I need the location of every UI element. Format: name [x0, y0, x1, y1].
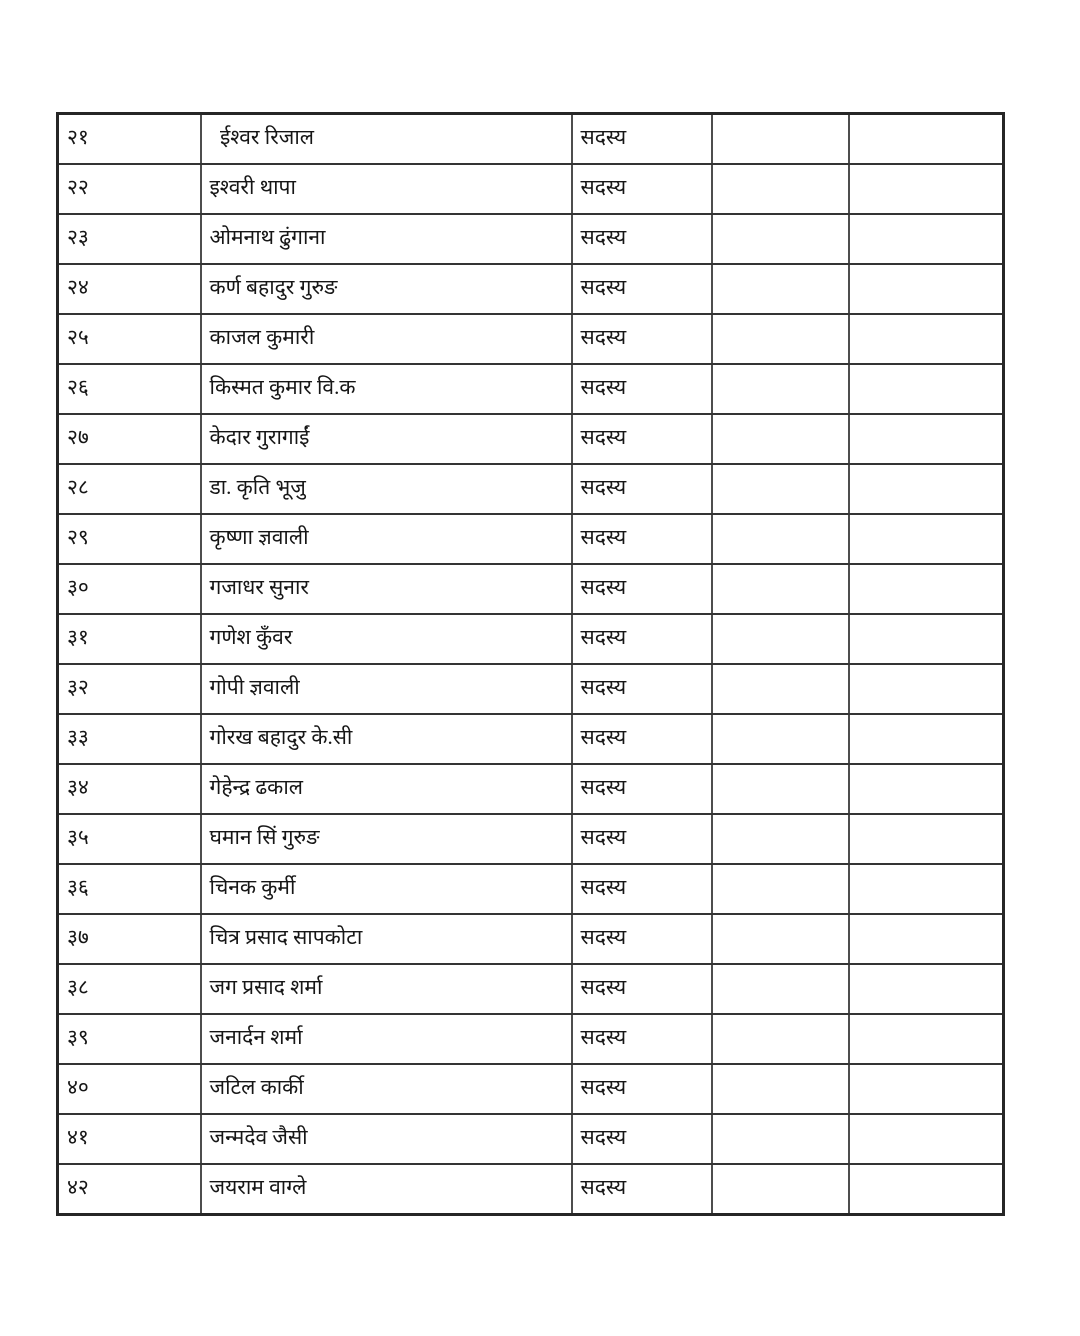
blank-cell-2 — [849, 314, 1004, 364]
role-cell: सदस्य — [572, 314, 712, 364]
blank-cell-1 — [712, 164, 849, 214]
table-row — [58, 1114, 1004, 1164]
blank-cell-1 — [712, 1014, 849, 1064]
blank-cell-1 — [712, 814, 849, 864]
blank-cell-1 — [712, 464, 849, 514]
member-name-cell: काजल कुमारी — [201, 314, 572, 364]
member-name-cell: ओमनाथ ढुंगाना — [201, 214, 572, 264]
blank-cell-2 — [849, 514, 1004, 564]
member-name-cell: कर्ण बहादुर गुरुङ — [201, 264, 572, 314]
serial-number-cell: ४० — [58, 1064, 201, 1114]
role-cell: सदस्य — [572, 1164, 712, 1215]
member-table-body — [58, 114, 1004, 1215]
table-row — [58, 564, 1004, 614]
table-row — [58, 664, 1004, 714]
blank-cell-1 — [712, 664, 849, 714]
serial-number-cell: ४२ — [58, 1164, 201, 1215]
member-name-cell: गेहेन्द्र ढकाल — [201, 764, 572, 814]
member-name-cell: घमान सिं गुरुङ — [201, 814, 572, 864]
serial-number-cell: ३० — [58, 564, 201, 614]
member-name-cell: चिनक कुर्मी — [201, 864, 572, 914]
role-cell: सदस्य — [572, 614, 712, 664]
blank-cell-1 — [712, 264, 849, 314]
member-name-cell: जनार्दन शर्मा — [201, 1014, 572, 1064]
blank-cell-1 — [712, 1064, 849, 1114]
table-row — [58, 614, 1004, 664]
blank-cell-1 — [712, 364, 849, 414]
table-row — [58, 414, 1004, 464]
table-row — [58, 1014, 1004, 1064]
blank-cell-1 — [712, 564, 849, 614]
table-row — [58, 264, 1004, 314]
role-cell: सदस्य — [572, 1114, 712, 1164]
blank-cell-1 — [712, 914, 849, 964]
role-cell: सदस्य — [572, 1064, 712, 1114]
blank-cell-1 — [712, 214, 849, 264]
member-list-table — [56, 112, 1005, 1216]
serial-number-cell: ३७ — [58, 914, 201, 964]
serial-number-cell: ३१ — [58, 614, 201, 664]
member-name-cell: जटिल कार्की — [201, 1064, 572, 1114]
member-name-cell: गजाधर सुनार — [201, 564, 572, 614]
role-cell: सदस्य — [572, 164, 712, 214]
table-row — [58, 314, 1004, 364]
role-cell: सदस्य — [572, 464, 712, 514]
table-row — [58, 214, 1004, 264]
member-name-cell: गोपी ज्ञवाली — [201, 664, 572, 714]
blank-cell-1 — [712, 1114, 849, 1164]
role-cell: सदस्य — [572, 364, 712, 414]
blank-cell-1 — [712, 714, 849, 764]
member-name-cell: कृष्णा ज्ञवाली — [201, 514, 572, 564]
blank-cell-2 — [849, 964, 1004, 1014]
serial-number-cell: २८ — [58, 464, 201, 514]
blank-cell-2 — [849, 764, 1004, 814]
member-name-cell: इश्वरी थापा — [201, 164, 572, 214]
role-cell: सदस्य — [572, 214, 712, 264]
member-name-cell: डा. कृति भूजु — [201, 464, 572, 514]
blank-cell-2 — [849, 214, 1004, 264]
blank-cell-2 — [849, 1164, 1004, 1215]
serial-number-cell: २६ — [58, 364, 201, 414]
serial-number-cell: ३२ — [58, 664, 201, 714]
blank-cell-1 — [712, 964, 849, 1014]
role-cell: सदस्य — [572, 914, 712, 964]
member-name-cell: जयराम वाग्ले — [201, 1164, 572, 1215]
serial-number-cell: २३ — [58, 214, 201, 264]
blank-cell-2 — [849, 414, 1004, 464]
member-name-cell: जन्मदेव जैसी — [201, 1114, 572, 1164]
table-row — [58, 764, 1004, 814]
blank-cell-1 — [712, 114, 849, 165]
role-cell: सदस्य — [572, 714, 712, 764]
serial-number-cell: २७ — [58, 414, 201, 464]
member-name-cell: जग प्रसाद शर्मा — [201, 964, 572, 1014]
blank-cell-1 — [712, 1164, 849, 1215]
role-cell: सदस्य — [572, 114, 712, 165]
table-row — [58, 464, 1004, 514]
serial-number-cell: ३३ — [58, 714, 201, 764]
table-row — [58, 914, 1004, 964]
serial-number-cell: २१ — [58, 114, 201, 165]
blank-cell-1 — [712, 864, 849, 914]
blank-cell-2 — [849, 864, 1004, 914]
blank-cell-1 — [712, 314, 849, 364]
member-name-cell: गणेश कुँवर — [201, 614, 572, 664]
blank-cell-2 — [849, 364, 1004, 414]
role-cell: सदस्य — [572, 1014, 712, 1064]
serial-number-cell: २२ — [58, 164, 201, 214]
serial-number-cell: २५ — [58, 314, 201, 364]
role-cell: सदस्य — [572, 414, 712, 464]
table-row — [58, 164, 1004, 214]
table-row — [58, 114, 1004, 165]
blank-cell-2 — [849, 614, 1004, 664]
serial-number-cell: २९ — [58, 514, 201, 564]
member-name-cell: गोरख बहादुर के.सी — [201, 714, 572, 764]
member-name-cell: किस्मत कुमार वि.क — [201, 364, 572, 414]
role-cell: सदस्य — [572, 764, 712, 814]
role-cell: सदस्य — [572, 514, 712, 564]
role-cell: सदस्य — [572, 964, 712, 1014]
serial-number-cell: ३५ — [58, 814, 201, 864]
serial-number-cell: ३६ — [58, 864, 201, 914]
role-cell: सदस्य — [572, 564, 712, 614]
blank-cell-2 — [849, 1014, 1004, 1064]
blank-cell-1 — [712, 514, 849, 564]
blank-cell-2 — [849, 714, 1004, 764]
blank-cell-1 — [712, 414, 849, 464]
serial-number-cell: ३८ — [58, 964, 201, 1014]
table-row — [58, 814, 1004, 864]
blank-cell-2 — [849, 114, 1004, 165]
serial-number-cell: ४१ — [58, 1114, 201, 1164]
role-cell: सदस्य — [572, 664, 712, 714]
table-row — [58, 864, 1004, 914]
blank-cell-2 — [849, 1064, 1004, 1114]
table-row — [58, 514, 1004, 564]
blank-cell-2 — [849, 164, 1004, 214]
table-row — [58, 1164, 1004, 1215]
table-row — [58, 1064, 1004, 1114]
table-row — [58, 364, 1004, 414]
table-row — [58, 964, 1004, 1014]
member-name-cell: चित्र प्रसाद सापकोटा — [201, 914, 572, 964]
role-cell: सदस्य — [572, 864, 712, 914]
blank-cell-2 — [849, 1114, 1004, 1164]
blank-cell-2 — [849, 264, 1004, 314]
table-row — [58, 714, 1004, 764]
role-cell: सदस्य — [572, 814, 712, 864]
blank-cell-2 — [849, 564, 1004, 614]
member-name-cell: ईश्वर रिजाल — [201, 114, 572, 165]
blank-cell-2 — [849, 464, 1004, 514]
blank-cell-2 — [849, 814, 1004, 864]
blank-cell-1 — [712, 764, 849, 814]
serial-number-cell: २४ — [58, 264, 201, 314]
blank-cell-1 — [712, 614, 849, 664]
serial-number-cell: ३९ — [58, 1014, 201, 1064]
serial-number-cell: ३४ — [58, 764, 201, 814]
role-cell: सदस्य — [572, 264, 712, 314]
blank-cell-2 — [849, 914, 1004, 964]
blank-cell-2 — [849, 664, 1004, 714]
member-name-cell: केदार गुरागाईं — [201, 414, 572, 464]
